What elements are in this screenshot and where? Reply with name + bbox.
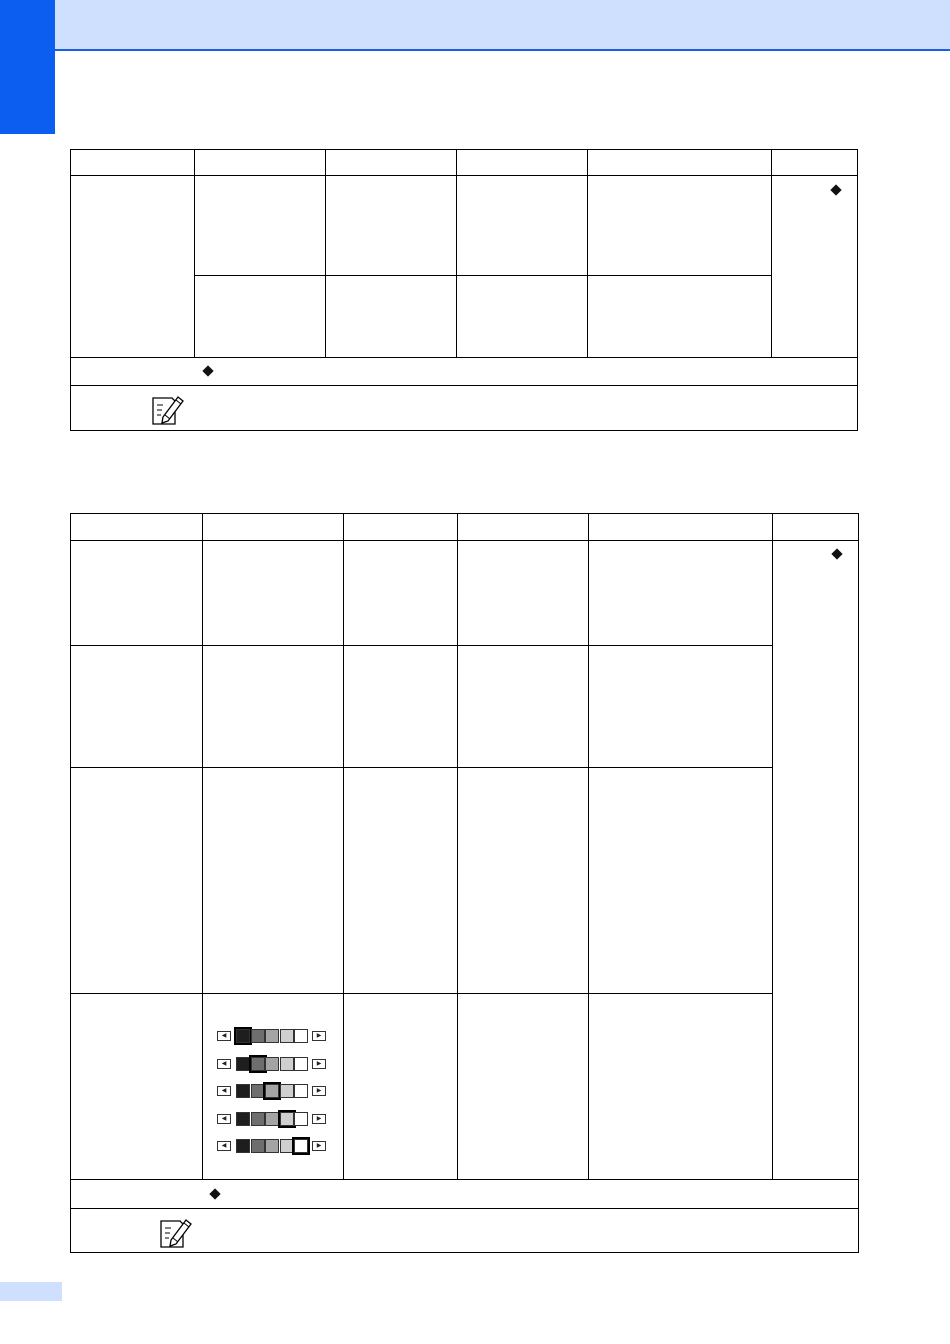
brightness-swatch	[280, 1084, 294, 1098]
brightness-swatch	[236, 1112, 250, 1126]
brightness-row	[217, 1112, 327, 1128]
brightness-swatch	[294, 1112, 308, 1126]
brightness-swatch	[280, 1057, 294, 1071]
brightness-swatch	[265, 1029, 279, 1043]
brightness-swatch	[294, 1057, 308, 1071]
brightness-row	[217, 1084, 327, 1100]
arrow-right-icon: ▶	[312, 1086, 326, 1096]
arrow-right-icon: ▶	[312, 1031, 326, 1041]
brightness-swatch	[251, 1139, 265, 1153]
chapter-side-tab	[0, 0, 55, 134]
arrow-left-icon: ◀	[217, 1114, 231, 1124]
diamond-icon	[830, 184, 841, 195]
arrow-right-icon: ▶	[312, 1059, 326, 1069]
arrow-right-icon: ▶	[312, 1141, 326, 1151]
arrow-right-icon: ▶	[312, 1114, 326, 1124]
note-pencil-icon	[150, 393, 186, 427]
brightness-swatch	[280, 1029, 294, 1043]
arrow-left-icon: ◀	[217, 1031, 231, 1041]
brightness-swatch-selected	[280, 1112, 294, 1126]
brightness-swatch-selected	[294, 1139, 308, 1153]
brightness-swatch	[251, 1112, 265, 1126]
diamond-icon	[202, 365, 213, 376]
brightness-row	[217, 1029, 327, 1045]
brightness-swatch	[294, 1029, 308, 1043]
arrow-left-icon: ◀	[217, 1059, 231, 1069]
brightness-swatch-selected	[251, 1057, 265, 1071]
note-pencil-icon	[158, 1216, 194, 1250]
brightness-swatch-selected	[236, 1029, 250, 1043]
page-number-tab	[0, 1282, 62, 1301]
brightness-swatch	[251, 1029, 265, 1043]
brightness-row	[217, 1139, 327, 1155]
arrow-left-icon: ◀	[217, 1141, 231, 1151]
arrow-left-icon: ◀	[217, 1086, 231, 1096]
brightness-swatch	[265, 1139, 279, 1153]
brightness-swatch	[294, 1084, 308, 1098]
brightness-swatch	[236, 1057, 250, 1071]
brightness-swatch-selected	[265, 1084, 279, 1098]
brightness-row	[217, 1057, 327, 1073]
brightness-swatch	[280, 1139, 294, 1153]
diamond-icon	[209, 1188, 220, 1199]
brightness-swatch	[265, 1057, 279, 1071]
header-band	[0, 0, 950, 51]
brightness-swatch	[236, 1139, 250, 1153]
brightness-swatch	[265, 1112, 279, 1126]
brightness-swatch	[251, 1084, 265, 1098]
diamond-icon	[831, 548, 842, 559]
brightness-swatch	[236, 1084, 250, 1098]
